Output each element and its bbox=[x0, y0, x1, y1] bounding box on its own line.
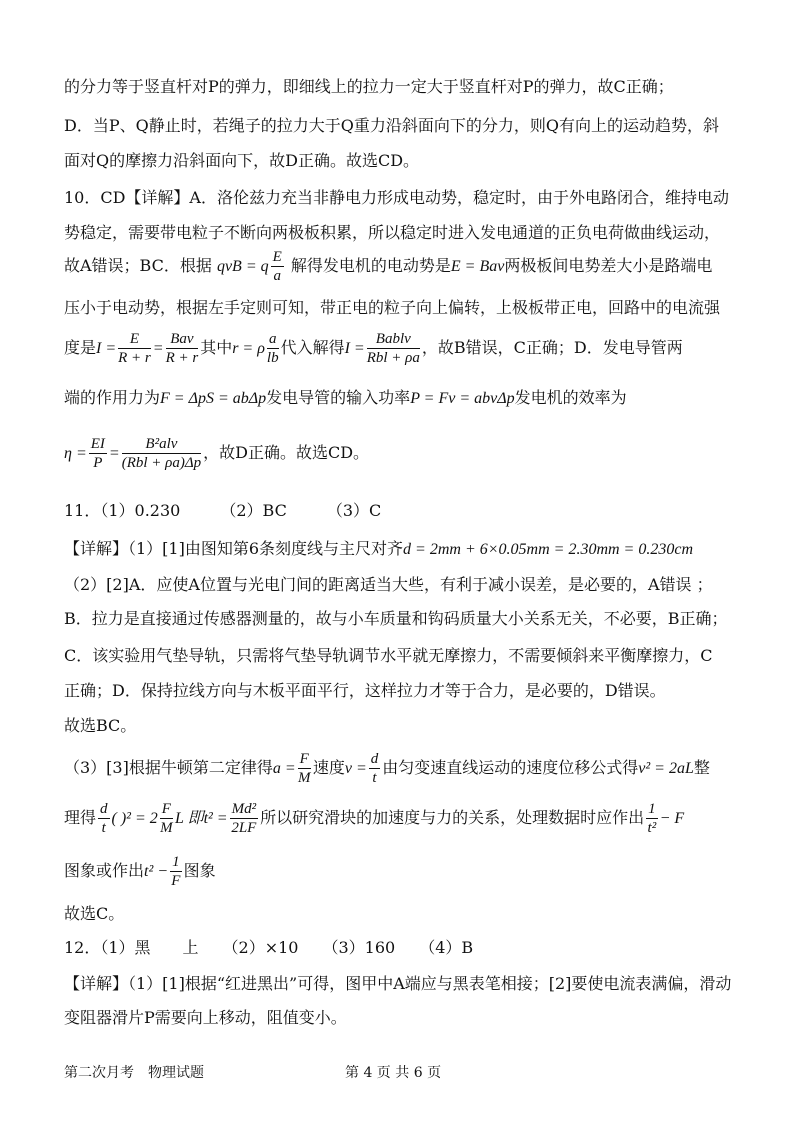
formula: d = 2mm + 6×0.05mm = 2.30mm = 0.230cm bbox=[403, 541, 693, 558]
q10-line-efficiency: η = $\frac{EI}{P}$ = $\frac{\text{B²alv}}{\text{(Rbl + ρa)Δp}}$ ，故D正确。故选CD。 bbox=[64, 436, 370, 471]
fraction: $\frac{F}{M}$ bbox=[160, 801, 173, 836]
text: 速度 bbox=[312, 758, 345, 777]
fraction: $\frac{\text{Bav}}{R + r}$ bbox=[165, 331, 199, 366]
fraction: $\frac{E}{a}$ bbox=[272, 249, 282, 284]
formula: a = bbox=[272, 760, 296, 777]
text: 图象 bbox=[183, 861, 216, 880]
text-line: B．拉力是直接通过传感器测量的，故与小车质量和钩码质量大小关系无关，不必要，B正确； bbox=[64, 609, 728, 628]
formula: L 即 bbox=[174, 810, 204, 827]
fraction: $\frac{d}{t}$ bbox=[100, 801, 108, 836]
text: ，故B错误，C正确；D．发电导管两 bbox=[421, 338, 683, 357]
text: 图象或作出 bbox=[64, 861, 145, 880]
formula: v = bbox=[344, 760, 367, 777]
text: ，故D正确。故选CD。 bbox=[203, 443, 370, 462]
text-line: 【详解】（1）[1]根据“红进黑出”可得，图甲中A端应与黑表笔相接；[2]要使电流表满偏，滑动 bbox=[64, 974, 732, 993]
q11-detail-5 bbox=[64, 853, 754, 890]
text-line: 势稳定，需要带电粒子不断向两极板积累，所以稳定时进入发电通道的正负电荷做曲线运动， bbox=[64, 223, 721, 242]
fraction: $\frac{F}{M}$ bbox=[297, 751, 311, 786]
text: 其中 bbox=[200, 338, 233, 357]
q10-line-force bbox=[64, 387, 754, 410]
text-line: 面对Q的摩擦力沿斜面向下，故D正确。故选CD。 bbox=[64, 151, 420, 170]
text: 故A错误；BC．根据 bbox=[64, 256, 212, 275]
text-line: 的分力等于竖直杆对P的弹力，即细线上的拉力一定大于竖直杆对P的弹力，故C正确； bbox=[64, 77, 674, 96]
formula: qvB = q bbox=[216, 258, 269, 275]
q10-line-current: 度是I = $\frac{E}{R + r}$ = $\frac{\text{Bav}}{R + r}$ 其中r = ρ $\frac{a}{lb}$ 代入解得I = $\frac{\text{Bablv}}{\text{Rbl + ρa}}$ ，故B错误，C正确；D．发电导管两 bbox=[64, 331, 683, 366]
formula: − F bbox=[659, 810, 685, 827]
formula: E = Bav bbox=[450, 258, 505, 275]
text-line: 正确；D．保持拉线方向与木板平面平行，这样拉力才等于合力，是必要的，D错误。 bbox=[64, 681, 666, 700]
text-line: （2）[2]A．应使A位置与光电门间的距离适当大些，有利于减小误差，是必要的，A错误 ； bbox=[64, 575, 713, 594]
formula: P = Fv = abvΔp bbox=[410, 390, 515, 407]
formula: ( )² = 2 bbox=[111, 810, 158, 827]
q11-detail-4 bbox=[64, 800, 754, 837]
text-line: 故选BC。 bbox=[64, 716, 137, 735]
footer-page-number: 第 4 页 共 6 页 bbox=[345, 1065, 442, 1081]
fraction: $\frac{E}{R + r}$ bbox=[118, 331, 151, 366]
q10-line-emf bbox=[64, 248, 754, 285]
text-line: D．当P、Q静止时，若绳子的拉力大于Q重力沿斜面向下的分力，则Q有向上的运动趋势，斜 bbox=[64, 116, 719, 135]
formula: t² = bbox=[203, 810, 228, 827]
text: （3）[3]根据牛顿第二定律得 bbox=[64, 758, 273, 777]
text-line: C．该实验用气垫导轨，只需将气垫导轨调节水平就无摩擦力，不需要倾斜来平衡摩擦力，C bbox=[64, 646, 713, 665]
q11-detail-1 bbox=[64, 538, 754, 561]
fraction: $\frac{a}{lb}$ bbox=[266, 331, 279, 366]
formula: I = bbox=[96, 340, 117, 357]
text: 代入解得 bbox=[280, 338, 345, 357]
text: 理得 bbox=[64, 808, 97, 827]
text: 发电导管的输入功率 bbox=[266, 388, 411, 407]
text-line: 压小于电动势，根据左手定则可知，带正电的粒子向上偏转，上极板带正电，回路中的电流强 bbox=[64, 298, 721, 317]
formula: η = bbox=[64, 445, 87, 462]
text: 【详解】（1）[1]由图知第6条刻度线与主尺对齐 bbox=[64, 539, 404, 558]
text-line: 变阻器滑片P需要向上移动，阻值变小。 bbox=[64, 1008, 347, 1027]
fraction: $\frac{d}{t}$ bbox=[370, 751, 379, 786]
formula: F = ΔpS = abΔp bbox=[160, 390, 267, 407]
footer-exam-title: 第二次月考 物理试题 bbox=[64, 1065, 204, 1081]
question-11-answers: 11．（1）0.230 （2）BC （3）C bbox=[64, 501, 382, 520]
text: 由匀变速直线运动的速度位移公式得 bbox=[382, 758, 639, 777]
formula: I = bbox=[344, 340, 365, 357]
formula: v² = 2aL bbox=[638, 760, 694, 777]
fraction: $\frac{\text{B²alv}}{\text{(Rbl + ρa)Δp}}$ bbox=[121, 436, 202, 471]
text: 两极板间电势差大小是路端电 bbox=[504, 256, 713, 275]
formula: t² − bbox=[144, 863, 169, 880]
formula: r = ρ bbox=[232, 340, 265, 357]
text: 整 bbox=[693, 758, 710, 777]
fraction: $\frac{\text{Md²}}{2LF}$ bbox=[231, 801, 257, 836]
fraction: $\frac{EI}{P}$ bbox=[90, 436, 105, 471]
text: 解得发电机的电动势是 bbox=[290, 256, 451, 275]
text: 端的作用力为 bbox=[64, 388, 161, 407]
q11-detail-3 bbox=[64, 750, 754, 787]
fraction: $\frac{\text{Bablv}}{\text{Rbl + ρa}}$ bbox=[366, 331, 420, 366]
fraction: $\frac{1}{F}$ bbox=[171, 854, 181, 889]
fraction: $\frac{1}{\text{t²}}$ bbox=[647, 801, 657, 836]
text: 度是 bbox=[64, 338, 97, 357]
text-line: 故选C。 bbox=[64, 904, 125, 923]
text: 所以研究滑块的加速度与力的关系，处理数据时应作出 bbox=[260, 808, 645, 827]
question-12-answers: 12．（1）黑 上 （2）×10 （3）160 （4）B bbox=[64, 938, 474, 957]
text: 发电机的效率为 bbox=[514, 388, 627, 407]
question-10-header: 10．CD【详解】A．洛伦兹力充当非静电力形成电动势，稳定时，由于外电路闭合，维持电动 bbox=[64, 188, 729, 207]
